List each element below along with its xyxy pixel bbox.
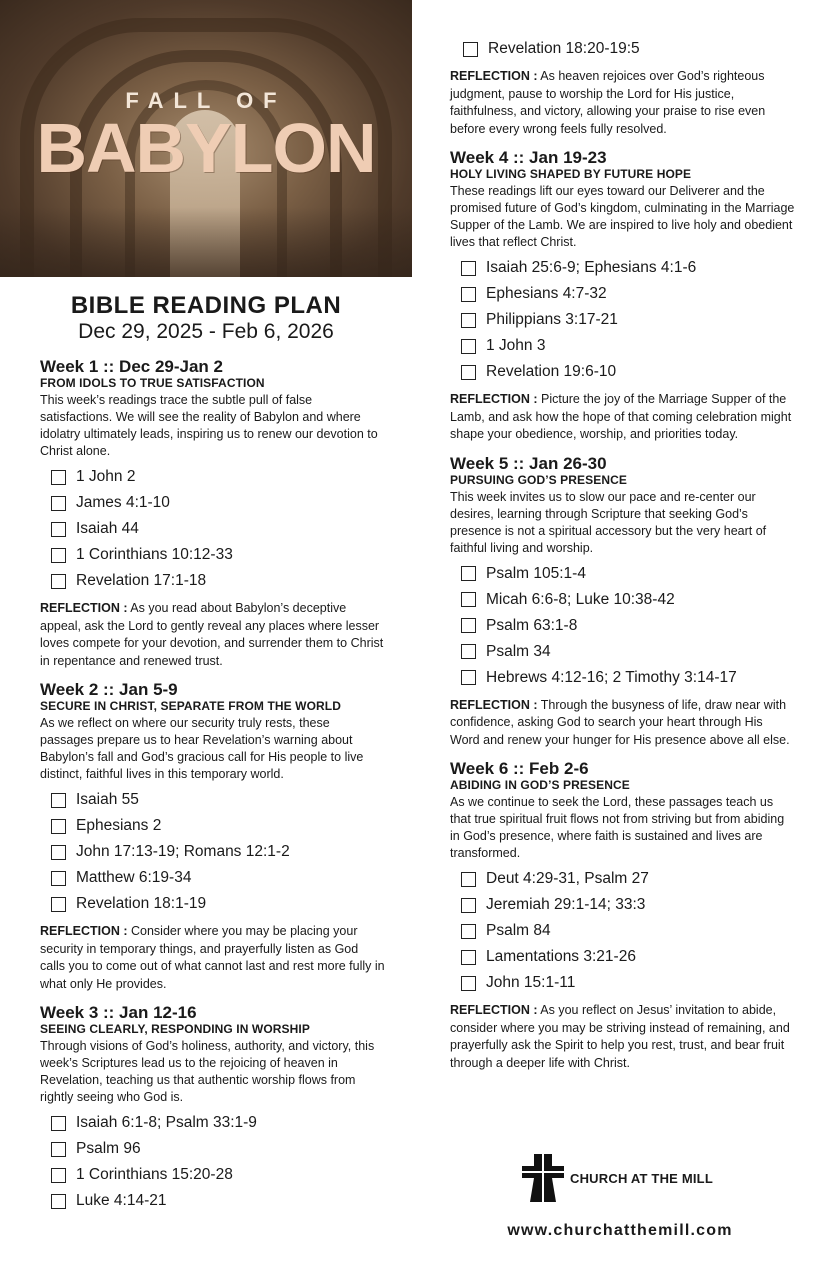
reading-item: [461, 892, 795, 918]
reading-label: Revelation 18:20-19:5: [488, 40, 640, 57]
reading-item: [461, 281, 795, 307]
reflection-label: REFLECTION :: [450, 69, 538, 83]
week-reflection: [40, 600, 385, 670]
reading-item: [51, 1110, 385, 1136]
hero-subtitle: FALL OF: [125, 88, 287, 113]
reading-checkbox[interactable]: [461, 287, 476, 302]
reading-label: Psalm 96: [76, 1140, 141, 1157]
week-reflection: [450, 391, 795, 444]
reading-list: [461, 561, 795, 691]
reading-checkbox[interactable]: [461, 592, 476, 607]
reading-label: Philippians 3:17-21: [486, 311, 618, 328]
reading-label: John 17:13-19; Romans 12:1-2: [76, 843, 290, 860]
reading-label: Psalm 63:1-8: [486, 616, 578, 634]
reading-item: [461, 561, 795, 587]
reading-item: [461, 866, 795, 892]
reading-checkbox[interactable]: [51, 470, 66, 485]
reading-label: Psalm 84: [486, 922, 551, 939]
reflection-label: REFLECTION :: [450, 392, 538, 406]
reading-item: [51, 1188, 385, 1214]
reading-checkbox[interactable]: [51, 548, 66, 563]
reflection-label: REFLECTION :: [40, 601, 128, 615]
reading-checkbox[interactable]: [461, 976, 476, 991]
week-subtitle: SEEING CLEARLY, RESPONDING IN WORSHIP: [40, 1022, 310, 1036]
reading-list: [51, 464, 385, 594]
reading-checkbox[interactable]: [461, 950, 476, 965]
reading-checkbox[interactable]: [463, 42, 478, 57]
reading-checkbox[interactable]: [461, 313, 476, 328]
week-description: Through visions of God’s holiness, authority, and victory, this week’s Scriptures lead us to the rejoicing of heaven in Revelation, teaching us that authentic worship flows from rightly seeing who God is.: [40, 1039, 375, 1104]
week-reflection: [40, 923, 385, 993]
reading-label: Revelation 18:1-19: [76, 895, 207, 912]
reading-label: Ephesians 2: [76, 817, 162, 834]
week-heading: Week 1 :: Dec 29-Jan 2: [40, 357, 223, 376]
reading-checkbox[interactable]: [461, 644, 476, 659]
left-column: [40, 357, 385, 1220]
reading-item: [461, 639, 795, 665]
reading-item: [51, 464, 385, 490]
reading-checkbox[interactable]: [51, 819, 66, 834]
reading-checkbox[interactable]: [461, 670, 476, 685]
week-reflection: [450, 697, 795, 750]
week-description: This week’s readings trace the subtle pull of false satisfactions. We will see the reality of Babylon and where idolatry ultimately leads, inspiring us to renew our devotion to Christ alone.: [40, 393, 378, 458]
week-subtitle: SECURE IN CHRIST, SEPARATE FROM THE WORLD: [40, 699, 341, 713]
reading-checkbox[interactable]: [51, 793, 66, 808]
week-subtitle: ABIDING IN GOD’S PRESENCE: [450, 778, 630, 792]
reading-checkbox[interactable]: [51, 897, 66, 912]
hero-banner: [0, 0, 412, 277]
reading-checkbox[interactable]: [51, 845, 66, 860]
reflection-text: As you read about Babylon’s deceptive appeal, ask the Lord to gently reveal any places where lesser loves compete for your devotion, and surrender them to Christ in repentance and renewed trust.: [40, 601, 384, 668]
reading-checkbox[interactable]: [51, 871, 66, 886]
week-description: This week invites us to slow our pace and re-center our desires, learning through Scripture that seeking God’s presence is not a spiritual accessory but the very heart of faithful living and worship.: [450, 489, 767, 555]
reflection-text: As you reflect on Jesus’ invitation to abide, consider where you may be striving instead of remaining, and prayerfully ask the Spirit to help you rest, trust, and bear fruit through a deeper life with Christ.: [450, 1003, 790, 1070]
week-5: [450, 454, 795, 750]
reflection-text: Through the busyness of life, draw near with confidence, asking God to search your heart through His Word and renew your hunger for His presence above all else.: [450, 697, 790, 747]
week-subtitle: PURSUING GOD’S PRESENCE: [450, 472, 627, 487]
week-reflection: [450, 68, 795, 138]
week-4: [450, 148, 795, 444]
reading-label: 1 John 2: [76, 468, 136, 485]
church-name: CHURCH AT THE MILL: [570, 1170, 713, 1186]
reading-item: [51, 839, 385, 865]
reading-label: 1 Corinthians 10:12-33: [76, 546, 233, 563]
reading-item: [51, 787, 385, 813]
reading-checkbox[interactable]: [51, 1194, 66, 1209]
week-description: These readings lift our eyes toward our Deliverer and the promised future of God’s kingdom, culminating in the Marriage Supper of the Lamb. We are inspired to live holy and obedient lives that reflect Christ.: [450, 184, 795, 249]
reading-checkbox[interactable]: [51, 522, 66, 537]
reading-item: [51, 568, 385, 594]
reading-label: 1 John 3: [486, 337, 546, 354]
corridor-floor: [0, 207, 412, 277]
reading-label: Deut 4:29-31, Psalm 27: [486, 870, 649, 887]
reading-checkbox[interactable]: [461, 261, 476, 276]
reading-label: Revelation 19:6-10: [486, 363, 617, 380]
week-heading: Week 5 :: Jan 26-30: [450, 453, 607, 473]
week-subtitle: FROM IDOLS TO TRUE SATISFACTION: [40, 376, 265, 390]
reading-checkbox[interactable]: [461, 365, 476, 380]
reading-checkbox[interactable]: [51, 1116, 66, 1131]
reflection-label: REFLECTION :: [450, 697, 538, 712]
reading-label: Luke 4:14-21: [76, 1192, 167, 1209]
reading-item: [51, 490, 385, 516]
reading-list: [51, 787, 385, 917]
reading-label: 1 Corinthians 15:20-28: [76, 1166, 233, 1183]
reading-item: [461, 359, 795, 385]
week-description: As we continue to seek the Lord, these passages teach us that true spiritual fruit flows not from striving but from abiding in God’s presence, where faith is sustained and lives are transformed.: [450, 795, 785, 860]
reading-checkbox[interactable]: [461, 898, 476, 913]
reading-item: [51, 516, 385, 542]
week-heading: Week 6 :: Feb 2-6: [450, 759, 589, 778]
reading-list: [51, 1110, 385, 1214]
reading-item: [51, 891, 385, 917]
website-link[interactable]: www.churchatthemill.com: [507, 1222, 733, 1239]
reading-item: [461, 613, 795, 639]
hero-title: BABYLON: [36, 109, 376, 187]
reading-checkbox[interactable]: [51, 574, 66, 589]
reading-checkbox[interactable]: [461, 566, 476, 581]
reading-label: Psalm 105:1-4: [486, 564, 586, 582]
reading-checkbox[interactable]: [461, 872, 476, 887]
reading-item: [51, 542, 385, 568]
reading-item: [51, 1136, 385, 1162]
reading-label: Micah 6:6-8; Luke 10:38-42: [486, 590, 675, 608]
right-column: [450, 36, 795, 1082]
week-1: [40, 357, 385, 670]
reading-label: Revelation 17:1-18: [76, 572, 207, 589]
reflection-text: Consider where you may be placing your security in temporary things, and prayerfully listen as God calls you to come out of what cannot last and rest more fully in what only He provides.: [40, 924, 385, 991]
reading-label: Psalm 34: [486, 642, 551, 660]
reading-checkbox[interactable]: [51, 1168, 66, 1183]
reading-label: Isaiah 6:1-8; Psalm 33:1-9: [76, 1114, 257, 1131]
reading-label: Jeremiah 29:1-14; 33:3: [486, 896, 646, 913]
reading-label: Isaiah 25:6-9; Ephesians 4:1-6: [486, 259, 697, 276]
reading-item: [461, 970, 795, 996]
reading-item: [51, 1162, 385, 1188]
reading-label: Hebrews 4:12-16; 2 Timothy 3:14-17: [486, 668, 737, 686]
plan-title: BIBLE READING PLAN: [70, 292, 342, 319]
reading-label: John 15:1-11: [486, 974, 576, 991]
reading-item: [461, 587, 795, 613]
reading-item: [461, 307, 795, 333]
reading-label: Lamentations 3:21-26: [486, 948, 636, 965]
reading-checkbox[interactable]: [51, 1142, 66, 1157]
week-heading: Week 2 :: Jan 5-9: [40, 680, 178, 699]
reading-list: [461, 866, 795, 996]
week-reflection: [450, 1002, 795, 1072]
week-heading: Week 4 :: Jan 19-23: [450, 148, 607, 167]
week-heading: Week 3 :: Jan 12-16: [40, 1003, 197, 1022]
reading-label: Isaiah 55: [76, 791, 139, 808]
reading-label: Matthew 6:19-34: [76, 869, 192, 886]
reading-checkbox[interactable]: [51, 496, 66, 511]
week-2: [40, 680, 385, 993]
reading-item: [463, 36, 795, 62]
reflection-text: Picture the joy of the Marriage Supper of the Lamb, and ask how the hope of that coming celebration might shape your obedience, worship, and priorities today.: [450, 392, 792, 441]
plan-dates: Dec 29, 2025 - Feb 6, 2026: [78, 320, 334, 343]
week-subtitle: HOLY LIVING SHAPED BY FUTURE HOPE: [450, 167, 692, 181]
reading-item: [51, 813, 385, 839]
reading-label: James 4:1-10: [76, 494, 170, 511]
reading-list: [461, 255, 795, 385]
reading-item: [461, 918, 795, 944]
reading-list: [463, 36, 795, 62]
reading-item: [461, 944, 795, 970]
reading-item: [461, 333, 795, 359]
reading-checkbox[interactable]: [461, 339, 476, 354]
reading-label: Isaiah 44: [76, 520, 139, 537]
reading-item: [51, 865, 385, 891]
week-6: [450, 759, 795, 1072]
reading-label: Ephesians 4:7-32: [486, 285, 607, 302]
church-logo-icon: [520, 1152, 566, 1204]
reading-checkbox[interactable]: [461, 618, 476, 633]
reflection-text: As heaven rejoices over God’s righteous judgment, pause to worship the Lord for His justice, faithfulness, and victory, allowing your praise to rise even before every wrong feels fully resolved.: [450, 69, 766, 136]
reflection-label: REFLECTION :: [40, 924, 128, 938]
reading-item: [461, 665, 795, 691]
reading-item: [461, 255, 795, 281]
week-3: [40, 1003, 385, 1214]
reading-checkbox[interactable]: [461, 924, 476, 939]
reflection-label: REFLECTION :: [450, 1003, 538, 1017]
week-description: As we reflect on where our security truly rests, these passages prepare us to hear Revelation’s warning about Babylon’s fall and God’s gracious call for His people to live distinct, faithful lives in this temporary world.: [40, 716, 364, 781]
church-logo: [520, 1152, 713, 1204]
